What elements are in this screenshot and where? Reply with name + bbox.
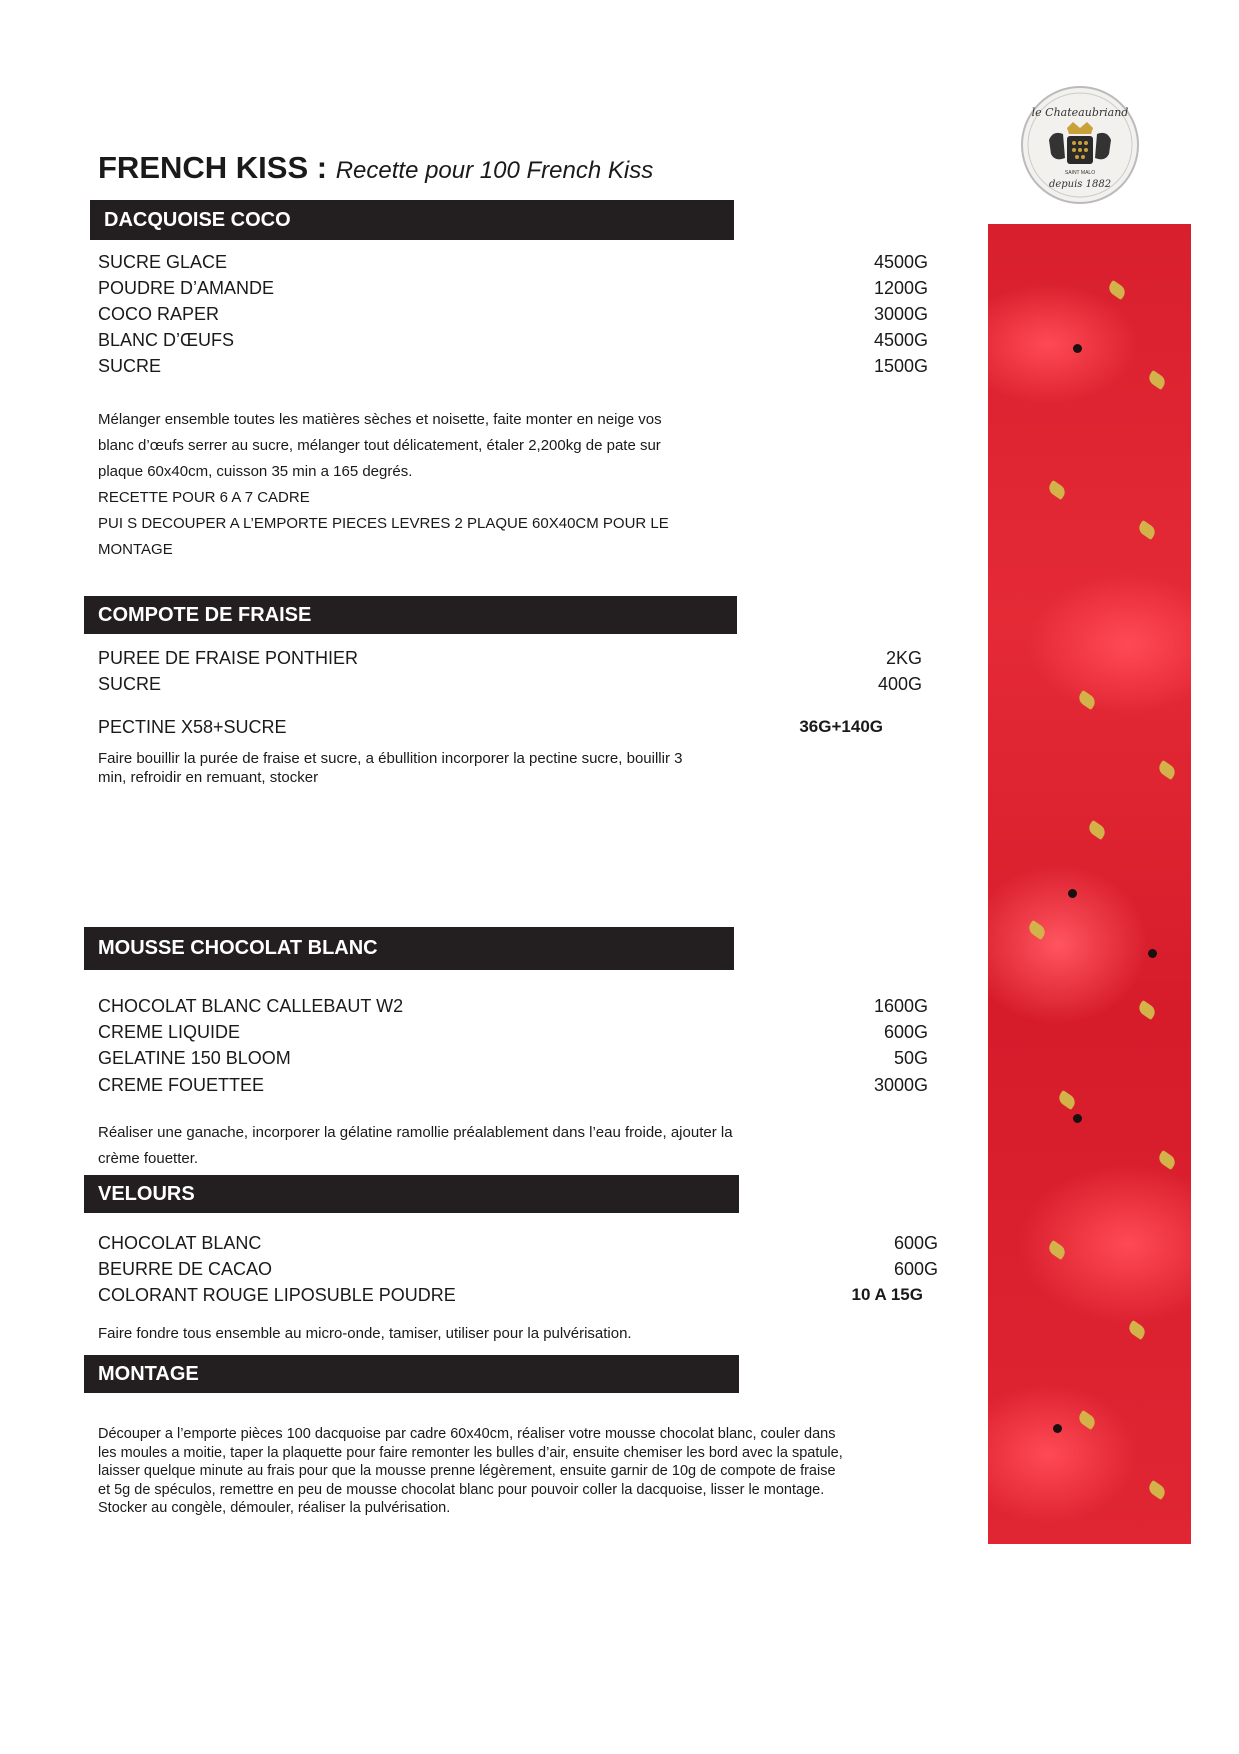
section-header-velours: VELOURS — [84, 1175, 739, 1213]
chateaubriand-logo — [1021, 86, 1139, 204]
ingredient-row: SUCRE 1500G — [98, 356, 928, 376]
ingredient-row: CHOCOLAT BLANC 600G — [98, 1233, 938, 1253]
montage-instructions: Découper a l’emporte pièces 100 dacquoise par cadre 60x40cm, réaliser votre mousse chocolat blanc, couler dans les moules a moitie, taper la plaquette pour faire remonter les bulles d’air, ensuite chemiser les bord avec la spatule, laisser quelque minute au frais pour que la mousse prenne légèrement, ensuite garnir de 10g de compote de fraise et 5g de spéculos, remettre en peu de mousse chocolat blanc pour pouvoir coller la dacquoise, lisser le montage. Stocker au congèle, démouler, réaliser la pulvérisation. — [98, 1426, 843, 1516]
recipe-subtitle: Recette pour 100 French Kiss — [335, 157, 654, 184]
logo-name: le Chateaubriand — [1031, 106, 1129, 119]
mousse-instructions: Réaliser une ganache, incorporer la gélatine ramollie préalablement dans l’eau froide, ajouter la crème fouetter. — [98, 1124, 733, 1167]
ingredient-row: CHOCOLAT BLANC CALLEBAUT W2 1600G — [98, 996, 928, 1016]
section-header-mousse: MOUSSE CHOCOLAT BLANC — [84, 927, 734, 970]
compote-instructions: Faire bouillir la purée de fraise et sucre, a ébullition incorporer la pectine sucre, bouillir 3 min, refroidir en remuant, stocker — [98, 750, 683, 786]
ingredient-row: PECTINE X58+SUCRE 36G+140G — [98, 717, 883, 737]
section-header-montage: MONTAGE — [84, 1355, 739, 1393]
dessert-photo — [988, 224, 1191, 1544]
logo-since: depuis 1882 — [1048, 179, 1112, 190]
dacquoise-instructions: Mélanger ensemble toutes les matières sèches et noisette, faite monter en neige vos blanc d’œufs serrer au sucre, mélanger tout délicatement, étaler 2,200kg de pate sur plaque 60x40cm, cuisson 35 min a 165 degrés. RECETTE POUR 6 A 7 CADRE PUI S DECOUPER A L’EMPORTE PIECES LEVRES 2 PLAQUE 60X40CM POUR LE MONTAGE — [98, 411, 669, 558]
ingredient-row: COLORANT ROUGE LIPOSUBLE POUDRE 10 A 15G — [98, 1285, 923, 1305]
ingredient-row: SUCRE GLACE 4500G — [98, 252, 928, 272]
ingredient-row: SUCRE 400G — [98, 674, 922, 694]
ingredient-row: POUDRE D’AMANDE 1200G — [98, 278, 928, 298]
ingredient-row: CREME FOUETTEE 3000G — [98, 1075, 928, 1095]
velours-instructions: Faire fondre tous ensemble au micro-onde, tamiser, utiliser pour la pulvérisation. — [98, 1325, 632, 1342]
ingredient-row: COCO RAPER 3000G — [98, 304, 928, 324]
ingredient-row: BEURRE DE CACAO 600G — [98, 1259, 938, 1279]
ingredient-row: BLANC D’ŒUFS 4500G — [98, 330, 928, 350]
recipe-name: FRENCH KISS : — [98, 150, 328, 185]
section-header-dacquoise: DACQUOISE COCO — [90, 200, 734, 240]
ingredient-row: PUREE DE FRAISE PONTHIER 2KG — [98, 648, 922, 668]
logo-city: SAINT MALO — [1064, 170, 1096, 176]
logo-emblem-icon — [1023, 88, 1137, 202]
ingredient-row: GELATINE 150 BLOOM 50G — [98, 1048, 928, 1068]
recipe-title — [98, 150, 653, 186]
section-header-compote: COMPOTE DE FRAISE — [84, 596, 737, 634]
ingredient-row: CREME LIQUIDE 600G — [98, 1022, 928, 1042]
